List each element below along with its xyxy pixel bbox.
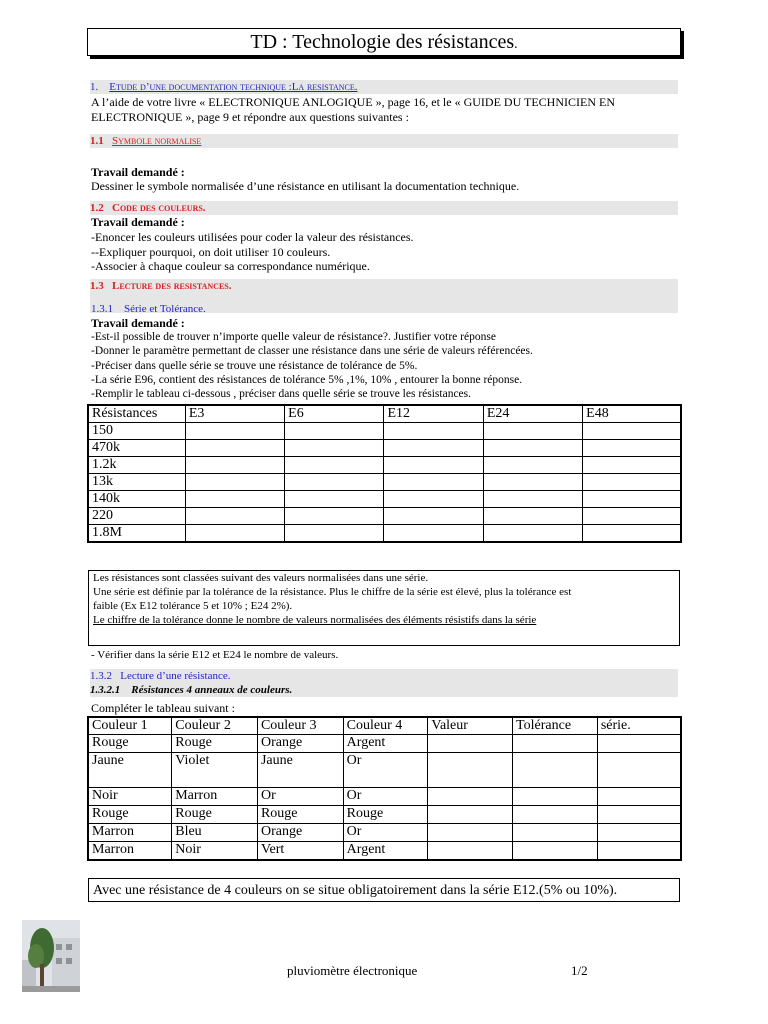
section-1-intro (91, 95, 691, 125)
color-cell: Or (343, 753, 428, 788)
table-row (88, 491, 681, 508)
section-1-2-number: 1.2 (90, 202, 104, 214)
intro-line-1: A l’aide de votre livre « ELECTRONIQUE ANLOGIQUE », page 16, et le « GUIDE DU TECHNICIEN EN (91, 95, 615, 109)
answer-cell[interactable] (384, 491, 483, 508)
answer-cell[interactable] (185, 423, 284, 440)
section-1-1-heading (90, 134, 678, 148)
section-1-1-text: Dessiner le symbole normalisée d’une résistance en utilisant la documentation technique. (91, 179, 520, 193)
answer-cell[interactable] (583, 440, 681, 457)
section-1-2-list (91, 230, 681, 274)
answer-cell[interactable] (513, 824, 598, 842)
resistance-value: 1.2k (88, 457, 185, 474)
section-1-3-title: Lecture des resistances. (112, 280, 232, 292)
header-cell: Résistances (88, 405, 185, 423)
answer-cell[interactable] (185, 457, 284, 474)
answer-cell[interactable] (513, 735, 598, 753)
color-cell: Noir (88, 788, 172, 806)
color-code-table (87, 716, 682, 861)
answer-cell[interactable] (513, 806, 598, 824)
color-cell: Orange (257, 735, 343, 753)
list-item: -Remplir le tableau ci-dessous , préciser dans quelle série se trouve les résistances. (91, 388, 472, 401)
answer-cell[interactable] (583, 423, 681, 440)
table-header-row (88, 405, 681, 423)
page-number: 1/2 (571, 963, 588, 978)
answer-cell[interactable] (597, 753, 681, 788)
answer-cell[interactable] (285, 474, 384, 491)
answer-cell[interactable] (483, 440, 582, 457)
list-item: -Donner le paramètre permettant de classer une résistance dans une série de valeurs référencées. (91, 345, 533, 358)
answer-cell[interactable] (583, 457, 681, 474)
list-item: -Associer à chaque couleur sa correspondance numérique. (91, 259, 370, 273)
section-1-3-2-heading (90, 669, 678, 683)
answer-cell[interactable] (384, 423, 483, 440)
answer-cell[interactable] (583, 474, 681, 491)
answer-cell[interactable] (483, 525, 582, 543)
section-1-2-title: Code des couleurs. (112, 202, 206, 214)
info-line-2: Une série est définie par la tolérance de la résistance. Plus le chiffre de la série est élevé, plus la tolérance est (93, 586, 572, 598)
color-cell: Bleu (172, 824, 258, 842)
list-item: -Est-il possible de trouver n’importe quelle valeur de résistance?. Justifier votre réponse (91, 331, 496, 343)
answer-cell[interactable] (384, 440, 483, 457)
info-line-4: Le chiffre de la tolérance donne le nombre de valeurs normalisées des éléments résistifs dans la série (93, 614, 537, 626)
table-row (88, 842, 681, 860)
work-label-1-3-1: Travail demandé : (91, 316, 185, 330)
header-cell: série. (597, 717, 681, 735)
section-1-3-2-1-number: 1.3.2.1 (90, 684, 121, 696)
header-cell: Couleur 2 (172, 717, 258, 735)
section-1-1-number: 1.1 (90, 135, 104, 147)
table-row (88, 788, 681, 806)
answer-cell[interactable] (483, 457, 582, 474)
header-cell: Couleur 1 (88, 717, 172, 735)
answer-cell[interactable] (185, 474, 284, 491)
answer-cell[interactable] (285, 508, 384, 525)
table-row (88, 508, 681, 525)
answer-cell[interactable] (583, 525, 681, 543)
work-label-1-2: Travail demandé : (91, 215, 185, 229)
answer-cell[interactable] (285, 525, 384, 543)
intro-line-2: ELECTRONIQUE », page 9 et répondre aux questions suivantes : (91, 110, 409, 124)
table-row (88, 457, 681, 474)
answer-cell[interactable] (428, 806, 513, 824)
answer-cell[interactable] (384, 525, 483, 543)
section-1-3-2-1-heading (90, 683, 678, 697)
info-box (88, 570, 680, 646)
section-1-3-number: 1.3 (90, 280, 104, 292)
answer-cell[interactable] (513, 788, 598, 806)
answer-cell[interactable] (597, 735, 681, 753)
answer-cell[interactable] (583, 491, 681, 508)
answer-cell[interactable] (384, 457, 483, 474)
header-cell: Valeur (428, 717, 513, 735)
table-row (88, 525, 681, 543)
section-1-3-1-title: Série et Tolérance. (124, 303, 206, 315)
resistance-value: 140k (88, 491, 185, 508)
page-title (87, 28, 681, 56)
table-row (88, 735, 681, 753)
answer-cell[interactable] (483, 508, 582, 525)
color-cell: Rouge (172, 806, 258, 824)
color-cell: Noir (172, 842, 258, 860)
color-cell: Or (343, 788, 428, 806)
title-text: TD : Technologie des résistances (250, 31, 515, 53)
color-cell: Violet (172, 753, 258, 788)
answer-cell[interactable] (428, 753, 513, 788)
answer-cell[interactable] (583, 508, 681, 525)
table-row (88, 423, 681, 440)
section-1-3-2-title: Lecture d’une résistance. (120, 670, 231, 682)
answer-cell[interactable] (185, 440, 284, 457)
color-cell: Jaune (88, 753, 172, 788)
answer-cell[interactable] (285, 440, 384, 457)
answer-cell[interactable] (185, 508, 284, 525)
table-row (88, 806, 681, 824)
section-1-3-1-heading (91, 302, 206, 316)
footer-title: pluviomètre électronique (287, 963, 418, 978)
list-item: --Expliquer pourquoi, on doit utiliser 10 couleurs. (91, 244, 331, 259)
list-item: -Enoncer les couleurs utilisées pour coder la valeur des résistances. (91, 230, 414, 244)
answer-cell[interactable] (597, 806, 681, 824)
answer-cell[interactable] (185, 525, 284, 543)
resistance-value: 150 (88, 423, 185, 440)
section-1-1-title: Symbole normalise (112, 135, 202, 147)
table-row (88, 753, 681, 788)
answer-cell[interactable] (428, 735, 513, 753)
section-1-title: Etude d’une documentation technique :La resistance. (109, 81, 358, 93)
section-1-3-2-number: 1.3.2 (90, 670, 112, 682)
resistance-value: 220 (88, 508, 185, 525)
info-line-1: Les résistances sont classées suivant des valeurs normalisées dans une série. (93, 572, 429, 584)
answer-cell[interactable] (285, 423, 384, 440)
answer-cell[interactable] (483, 474, 582, 491)
answer-cell[interactable] (483, 491, 582, 508)
header-cell: E12 (384, 405, 483, 423)
table-row (88, 824, 681, 842)
answer-cell[interactable] (428, 842, 513, 860)
list-item: -La série E96, contient des résistances de tolérance 5% ,1%, 10% , entourer la bonne réponse. (91, 373, 523, 386)
header-cell: E24 (483, 405, 582, 423)
color-cell: Rouge (88, 806, 172, 824)
table-row (88, 440, 681, 457)
answer-cell[interactable] (597, 788, 681, 806)
answer-cell[interactable] (384, 508, 483, 525)
table-header-row (88, 717, 681, 735)
header-cell: Couleur 4 (343, 717, 428, 735)
color-cell: Marron (172, 788, 258, 806)
color-cell: Rouge (257, 806, 343, 824)
info-line-3: faible (Ex E12 tolérance 5 et 10% ; E24 2%). (93, 600, 293, 612)
answer-cell[interactable] (428, 824, 513, 842)
series-table (87, 404, 682, 543)
color-cell: Rouge (172, 735, 258, 753)
building-photo-graphic (22, 920, 80, 992)
color-cell: Rouge (343, 806, 428, 824)
verify-text: - Vérifier dans la série E12 et E24 le nombre de valeurs. (91, 649, 339, 661)
header-cell: E48 (583, 405, 681, 423)
color-cell: Marron (88, 842, 172, 860)
color-cell: Rouge (88, 735, 172, 753)
resistance-value: 1.8M (88, 525, 185, 543)
answer-cell[interactable] (483, 423, 582, 440)
answer-cell[interactable] (513, 842, 598, 860)
resistance-value: 470k (88, 440, 185, 457)
list-item: -Préciser dans quelle série se trouve une résistance de tolérance de 5%. (91, 359, 418, 372)
school-building-photo (22, 920, 80, 992)
color-cell: Or (257, 788, 343, 806)
answer-cell[interactable] (384, 474, 483, 491)
header-cell: Couleur 3 (257, 717, 343, 735)
answer-cell[interactable] (428, 788, 513, 806)
color-cell: Jaune (257, 753, 343, 788)
answer-cell[interactable] (597, 842, 681, 860)
answer-cell[interactable] (185, 491, 284, 508)
answer-cell[interactable] (285, 457, 384, 474)
color-cell: Orange (257, 824, 343, 842)
section-1-3-2-1-title: Résistances 4 anneaux de couleurs. (131, 684, 293, 696)
title-dot: . (514, 37, 518, 52)
complete-instruction: Compléter le tableau suivant : (91, 701, 235, 715)
color-cell: Argent (343, 842, 428, 860)
answer-cell[interactable] (513, 753, 598, 788)
color-cell: Marron (88, 824, 172, 842)
resistance-value: 13k (88, 474, 185, 491)
section-1-heading (90, 80, 678, 94)
section-1-3-1-list (91, 330, 691, 401)
color-cell: Argent (343, 735, 428, 753)
header-cell: E6 (285, 405, 384, 423)
section-1-2-heading (90, 201, 678, 215)
table-row (88, 474, 681, 491)
answer-cell[interactable] (285, 491, 384, 508)
section-1-3-1-number: 1.3.1 (91, 303, 113, 315)
header-cell: E3 (185, 405, 284, 423)
section-1-number: 1. (90, 81, 99, 93)
answer-cell[interactable] (597, 824, 681, 842)
color-cell: Or (343, 824, 428, 842)
work-label-1-1: Travail demandé : (91, 165, 185, 179)
header-cell: Tolérance (513, 717, 598, 735)
color-cell: Vert (257, 842, 343, 860)
conclusion-box: Avec une résistance de 4 couleurs on se situe obligatoirement dans la série E12.(5% ou 10%). (88, 878, 680, 902)
